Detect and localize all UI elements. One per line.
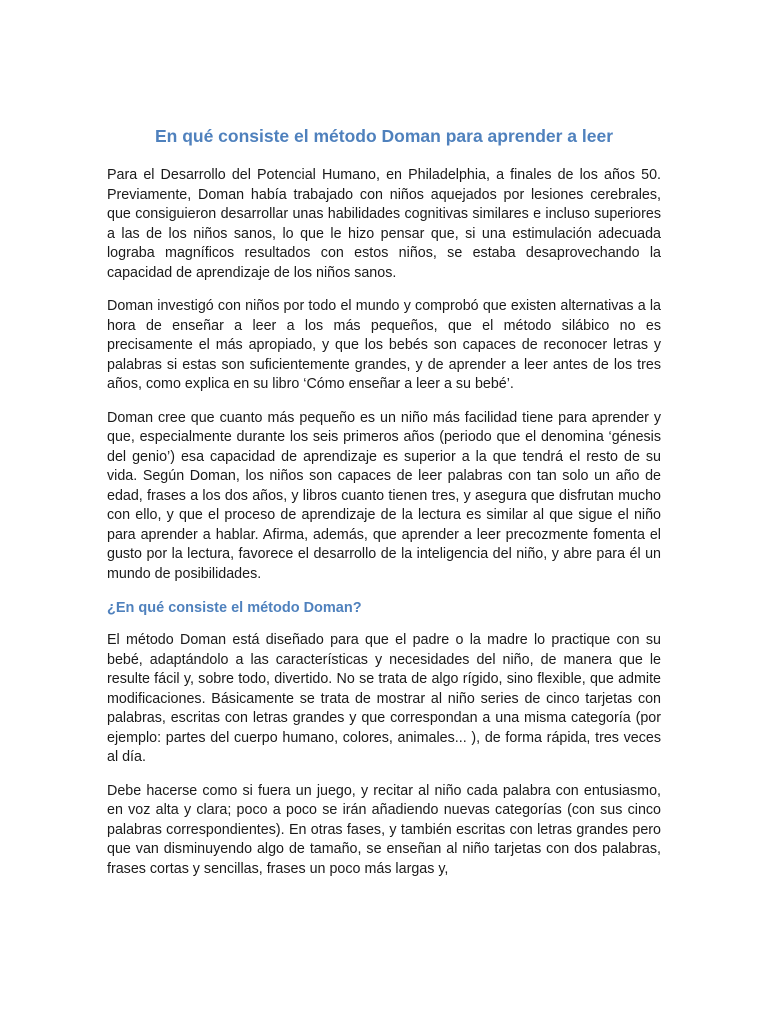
document-title: En qué consiste el método Doman para aprender a leer bbox=[154, 126, 614, 146]
paragraph: Doman cree que cuanto más pequeño es un niño más facilidad tiene para aprender y que, especialmente durante los seis primeros años (periodo que el denomina ‘génesis del genio’) esa capacidad de aprendizaje es superior a la que tendrá el resto de su vida. Según Doman, los niños son capaces de leer palabras con tan solo un año de edad, frases a los dos años, y libros cuanto tienen tres, y asegura que disfrutan mucho con ello, y que el proceso de aprendizaje de la lectura es similar al que sigue el niño para aprender a hablar. Afirma, además, que aprender a leer precozmente fomenta el gusto por la lectura, favorece el desarrollo de la inteligencia del niño, y abre para él un mundo de posibilidades. bbox=[107, 409, 661, 582]
paragraph: El método Doman está diseñado para que el padre o la madre lo practique con su bebé, adaptándolo a las características y necesidades del niño, de manera que le resulte fácil y, sobre todo, divertido. No se trata de algo rígido, sino flexible, que admite modificaciones. Básicamente se trata de mostrar al niño series de cinco tarjetas con palabras, escritas con letras grandes y que correspondan a una misma categoría (por ejemplo: partes del cuerpo humano, colores, animales... ), de forma rápida, tres veces al día. bbox=[107, 632, 661, 765]
paragraph: Para el Desarrollo del Potencial Humano, en Philadelphia, a finales de los años 50. Previamente, Doman había trabajado con niños aquejados por lesiones cerebrales, que consiguieron desarrollar unas habilidades cognitivas similares e incluso superiores a las de los niños sanos, lo que le hizo pensar que, si una estimulación adecuada lograba magníficos resultados con estos niños, se estaba desaprovechando la capacidad de aprendizaje de los niños sanos. bbox=[107, 167, 661, 281]
paragraph: Doman investigó con niños por todo el mundo y comprobó que existen alternativas a la hora de enseñar a leer a los más pequeños, que el método silábico no es precisamente el más apropiado, y que los bebés son capaces de reconocer letras y palabras si estas son suficientemente grandes, y de aprender a leer antes de los tres años, como explica en su libro ‘Cómo enseñar a leer a su bebé’. bbox=[107, 298, 661, 392]
paragraph: Debe hacerse como si fuera un juego, y recitar al niño cada palabra con entusiasmo, en voz alta y clara; poco a poco se irán añadiendo nuevas categorías (con sus cinco palabras correspondientes). En otras fases, y también escritas con letras grandes pero que van disminuyendo algo de tamaño, se enseñan al niño tarjetas con dos palabras, frases cortas y sencillas, frases un poco más largas y, bbox=[107, 782, 661, 877]
document-page bbox=[107, 124, 661, 879]
section-heading: ¿En qué consiste el método Doman? bbox=[107, 600, 362, 616]
